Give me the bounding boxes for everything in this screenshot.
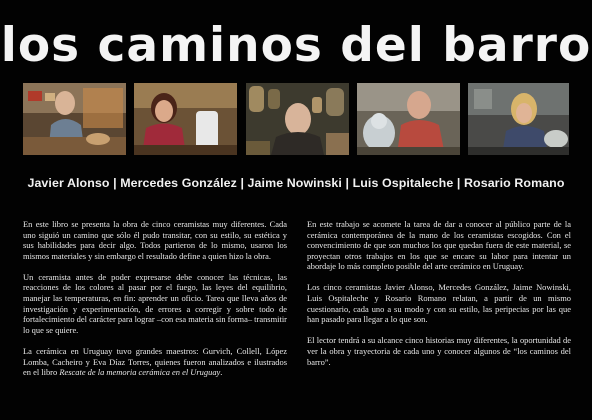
left-paragraph-3-end: .: [220, 367, 223, 378]
left-text-column: [23, 219, 287, 388]
right-paragraph-1: En este trabajo se acomete la tarea de dar a conocer al público parte de la cerámica contemporánea de la mano de los ceramistas escogidos. Con el convencimiento de que son muchos los que quedan fuera de este material, se proyectan otros trabajos en los que se encare su labor para intentar un abordaje lo más completo posible del arte cerámico en Uruguay.: [307, 219, 571, 272]
left-paragraph-1: En este libro se presenta la obra de cinco ceramistas muy diferentes. Cada uno siguió un camino que sólo él pudo transitar, con su estilo, su estética y sus habilidades para decir algo. Todos partieron de lo mismo, usaron los mismos materiales y sin embargo el resultado define a quien hizo la obra.: [23, 219, 287, 261]
book-title: los caminos del barro: [0, 18, 592, 73]
right-paragraph-3: El lector tendrá a su alcance cinco historias muy diferentes, la oportunidad de ver la obra y trayectoria de cada uno y conocer algunos de “los caminos del barro”.: [307, 335, 571, 367]
book-reference: Rescate de la memoria cerámica en el Uruguay: [59, 367, 221, 378]
photo-ceramist-5-icon: [468, 83, 571, 155]
photo-ceramist-1-icon: [23, 83, 126, 155]
right-text-column: [307, 219, 571, 378]
ceramists-names: Javier Alonso | Mercedes González | Jaime Nowinski | Luis Ospitaleche | Rosario Romano: [27, 176, 565, 190]
left-paragraph-3: [23, 346, 287, 378]
photo-ceramist-3-icon: [246, 83, 349, 155]
left-paragraph-2: Un ceramista antes de poder expresarse debe conocer las técnicas, las reacciones de los colores al pasar por el fuego, las leyes del equilibrio, manejar las temperaturas, en fin: aprender un oficio. Tarea que lleva años de investigación y experimentación, de errores a corregir y sobre todo de fortalecimiento del carácter para lograr –con esa materia sin forma– transmitir lo que se quiere.: [23, 271, 287, 335]
photo-ceramist-4-icon: [357, 83, 460, 155]
photo-strip: [23, 83, 569, 155]
photo-ceramist-2-icon: [134, 83, 237, 155]
left-paragraph-3-text: La cerámica en Uruguay tuvo grandes maestros: Gurvich, Collell, López Lomba, Cacheiro y Eva Díaz Torres, quienes fueron analizados e ilustrados en el libro: [23, 345, 287, 378]
right-paragraph-2: Los cinco ceramistas Javier Alonso, Mercedes González, Jaime Nowinski, Luis Ospitaleche y Rosario Romano relatan, a partir de un mismo cuestionario, cada uno a su modo y con su estilo, las peripecias por las que han pasado para llegar a lo que son.: [307, 282, 571, 325]
